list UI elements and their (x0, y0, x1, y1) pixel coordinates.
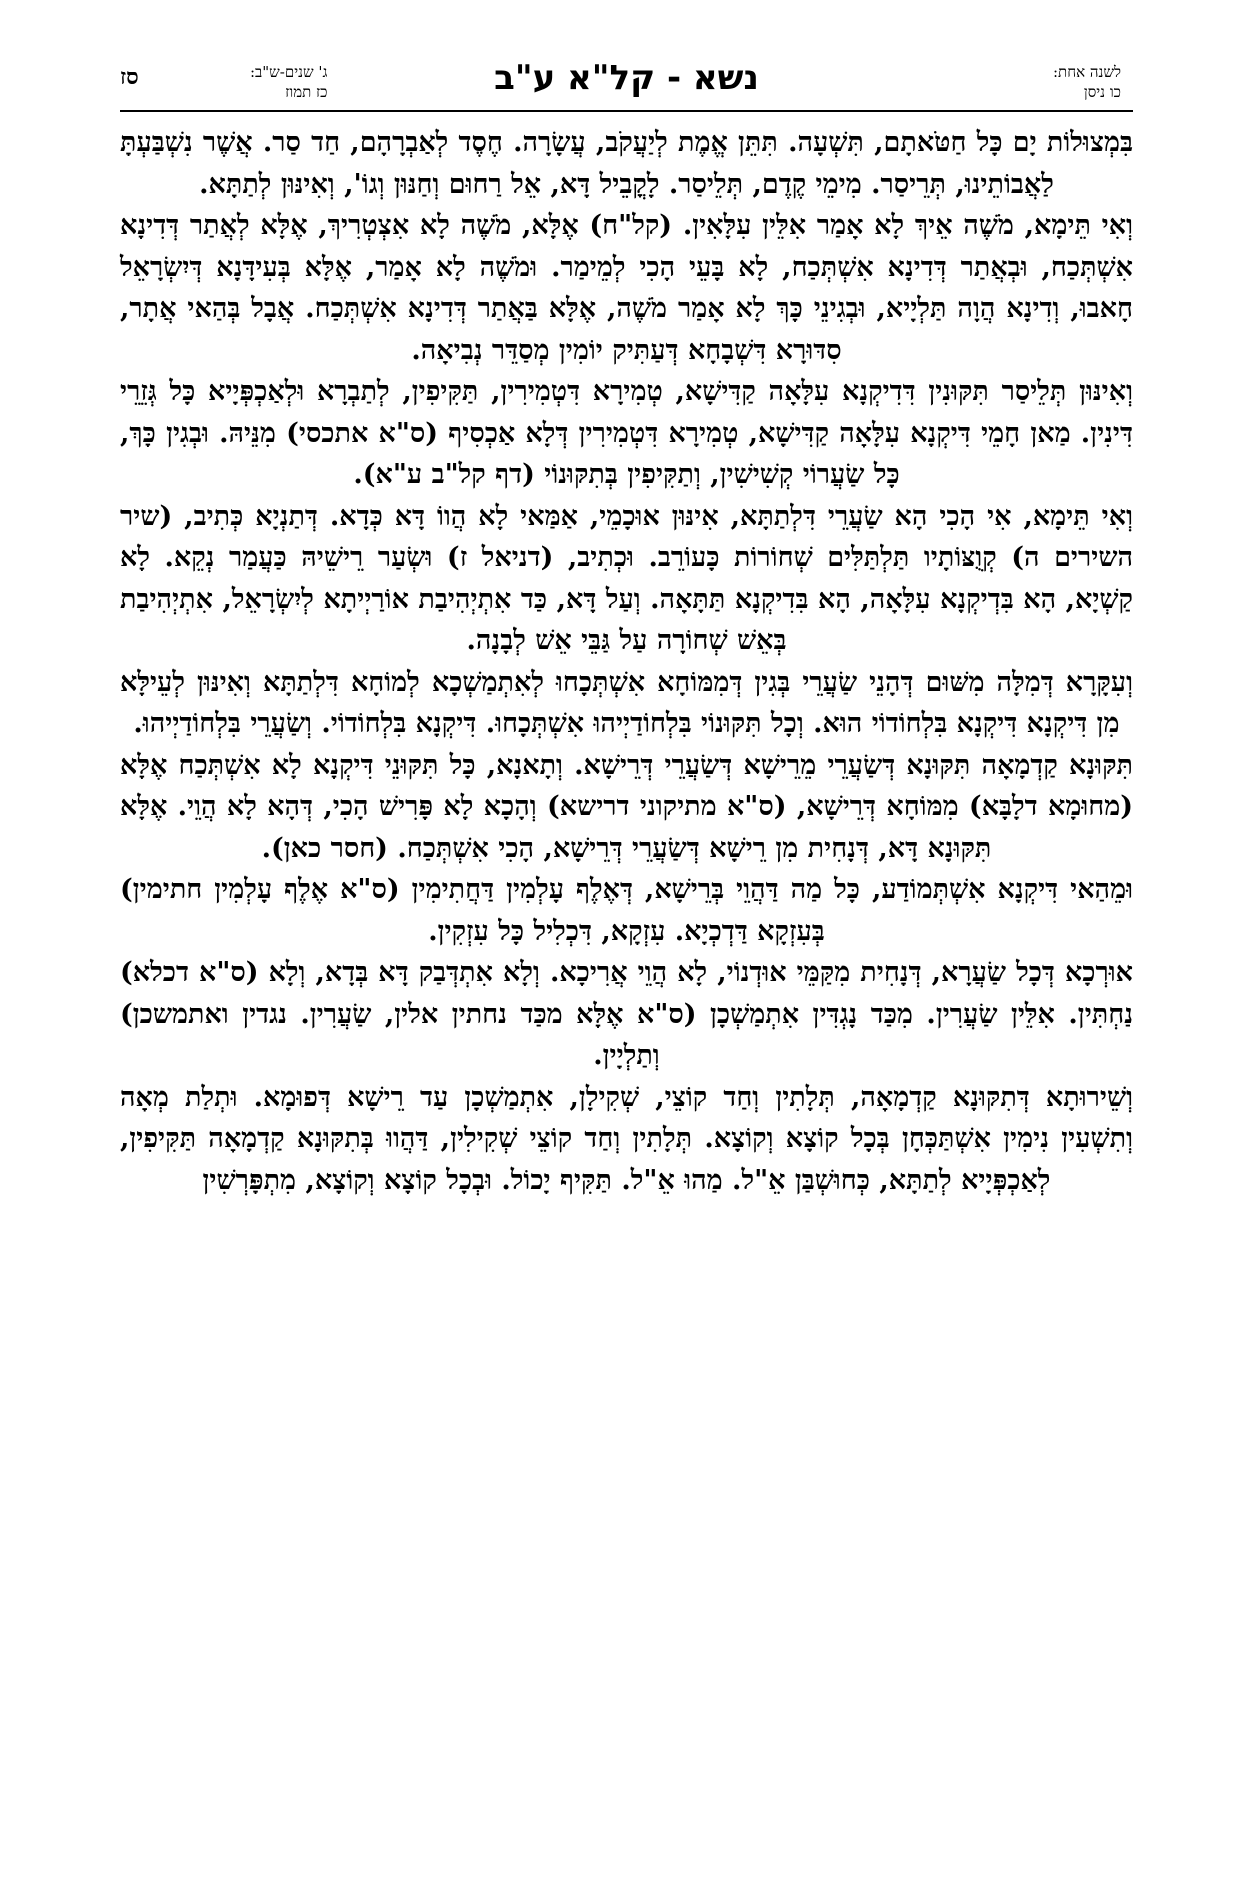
paragraph: תִּקּוּנָא קַדְמָאָה תִּקּוּנָא דְּשַׂעֲרֵי מֵרֵישָׁא דְּשַׂעֲרֵי דְּרֵישָׁא. וְתָאנָא, כָּל תִּקּוּנֵי דִּיקְנָא לָא אִשְׁתְּכַח אֶלָּא (מחוּמָא דלָבָּא) מִמּוֹחָא דְּרֵישָׁא, (ס"א מתיקוני דרישא) וְהָכָא לָא פָּרִישׁ הָכִי, דְּהָא לָא הֲוֵי. אֶלָּא תִּקּוּנָא דָּא, דְּנָחִית מִן רֵישָׁא דְּשַׂעֲרֵי דְּרֵישָׁא, הָכִי אִשְׁתְּכַח. (חסר כאן). (120, 749, 1133, 864)
running-header (120, 58, 1133, 110)
paragraph: וְאִי תֵּימָא, מֹשֶׁה אֵיךְ לָא אָמַר אִלֵּין עִלָּאִין. (קל"ח) אֶלָּא, מֹשֶׁה לָא אִצְטְרִיךְ, אֶלָּא לְאֲתַר דְּדִינָא אִשְׁתְּכַח, וּבְאֲתַר דְּדִינָא אִשְׁתְּכַח, לָא בָּעֵי הָכִי לְמֵימַר. וּמֹשֶׁה לָא אָמַר, אֶלָּא בְּעִידָּנָא דְּיִשְׂרָאֵל חָאבוּ, וְדִינָא הֲוָה תַּלְיָיא, וּבְגִינֵי כָּךְ לָא אָמַר מֹשֶׁה, אֶלָּא בַּאֲתַר דְּדִינָא אִשְׁתְּכַח. אֲבָל בְּהַאי אֲתָר, סִדּוּרָא דִּשְׁבָחָא דְּעַתִּיק יוֹמִין מְסַדֵּר נְבִיאָה. (120, 210, 1133, 366)
page-number: סז (120, 64, 139, 90)
paragraph: וְאִינּוּן תְּלֵיסַר תִּקּוּנִין דִּדִיקְנָא עִלָּאָה קַדִּישָׁא, טְמִירָא דִּטְמִירִין, תַּקִּיפִין, לְתַבְרָא וּלְאַכְפְּיָיא כָּל גְּזֵרֵי דִּינִין. מַאן חָמֵי דִּיקְנָא עִלָּאָה קַדִּישָׁא, טְמִירָא דִּטְמִירִין דְּלָא אַכְסִיף (ס"א אתכסי) מִנֵּיהּ. וּבְגִין כָּךְ, כָּל שַׂעֲרוֹי קְשִׁישִׁין, וְתַקִּיפִין בְּתִקּוּנוֹי (דף קל"ב ע"א). (120, 376, 1133, 490)
header-divider (120, 110, 1133, 112)
page-title: נשא - קל"א ע"ב (494, 58, 759, 98)
paragraph: וְעִקָּרָא דְּמִלָּה מִשּׁוּם דְּהָנֵי שַׂעֲרֵי בְּגִין דְּמִמּוֹחָא אִשְׁתְּכָחוּ לְאִתְמַשְׁכָא לְמוֹחָא דִּלְתַתָּא וְאִינּוּן לְעֵילָּא מִן דִּיקְנָא דִּיקְנָא בִּלְחוֹדוֹי הוּא. וְכָל תִּקּוּנוֹי בִּלְחוֹדַיְיהוּ אִשְׁתְּכָחוּ. דִּיקְנָא בִּלְחוֹדוֹי. וְשַׂעֲרֵי בִּלְחוֹדַיְיהוּ. (120, 666, 1133, 739)
paragraph: וּמֵהַאי דִּיקְנָא אִשְׁתְּמוֹדַע, כָּל מַה דַּהֲוֵי בְּרֵישָׁא, דְּאֶלֶף עָלְמִין דַּחֲתִימִין (ס"א אֶלֶף עָלְמִין חתימין) בְּעִזְקָא דַּדְכְיָא. עִזְקָא, דִּכְלִיל כָּל עִזְקִין. (120, 874, 1133, 947)
paragraph: וְשֵׁירוּתָא דְּתִקּוּנָא קַדְמָאָה, תְּלָתִין וְחַד קוֹצֵי, שְׁקִילָן, אִתְמַשְׁכָן עַד רֵישָׁא דְּפוּמָא. וּתְלַת מְאָה וְתִשְׁעִין נִימִין אִשְׁתַּכְּחָן בְּכָל קוֹצָא וְקוֹצָא. תְּלָתִין וְחַד קוֹצֵי שְׁקִילִין, דַּהֲווּ בְּתִקּוּנָא קַדְמָאָה תַּקִּיפִין, לְאַכְפְּיָיא לְתַתָּא, כְּחוּשְׁבַּן אֵ"ל. מַהוּ אֵ"ל. תַּקִּיף יָכוֹל. וּבְכָל קוֹצָא וְקוֹצָא, מִתְפָּרְשִׁין (120, 1081, 1133, 1196)
header-right-line2: כו ניסן (1083, 83, 1121, 101)
header-left-line1: ג' שנים-ש"ב: (250, 63, 328, 81)
main-text (120, 122, 1133, 1201)
paragraph: אוּרְכָא דְּכָל שַׂעֲרָא, דְּנָחִית מִקַּמֵּי אוּדְנוֹי, לָא הֲוֵי אֲרִיכָא. וְלָא אִתְדְּבַק דָּא בְּדָא, וְלָא (ס"א דכלא) נַחְתִּין. אִלֵּין שַׂעֲרִין. מִכַּד נָגְדִּין אִתְמַשְׁכָן (ס"א אֶלָּא מכַּד נחתין אלין, שַׂעֲרִין. נגדין ואתמשכן) וְתַלְיָין. (120, 957, 1133, 1071)
header-right-line1: לשנה אחת: (1053, 63, 1121, 81)
header-left-block (250, 62, 328, 102)
paragraph: בִּמְצוּלוֹת יָם כָּל חַטֹּאתָם, תִּשְׁעָה. תִּתֵּן אֱמֶת לְיַעֲקֹב, עֲשָׂרָה. חֶסֶד לְאַבְרָהָם, חַד סַר. אֲשֶׁר נִשְׁבַּעְתָּ לַאֲבוֹתֵינוּ, תְּרֵיסַר. מִימֵי קֶדֶם, תְּלֵיסַר. לָקֳבֵיל דָּא, אֵל רַחוּם וְחַנּוּן וְגוֹ', וְאִינּוּן לְתַתָּא. (120, 127, 1133, 200)
header-left-line2: כז תמוז (285, 83, 328, 101)
paragraph: וְאִי תֵּימָא, אִי הָכִי הָא שַׂעֲרֵי דִּלְתַתָּא, אִינּוּן אוּכָמֵי, אַמַּאי לָא הֲווֹ דָּא כְּדָא. דְּתַנְיָא כְּתִיב, (שיר השירים ה) קְוֻצּוֹתָיו תַּלְתַּלִּים שְׁחוֹרוֹת כָּעוֹרֵב. וּכְתִיב, (דניאל ז) וּשְׂעַר רֵישֵׁיהּ כַּעֲמַר נְקֵא. לָא קַשְׁיָא, הָא בִּדְיקְנָא עִלָּאָה, הָא בִּדִיקְנָא תַּתָּאָה. וְעַל דָּא, כַּד אִתְיְהִיבַת אוֹרַיְיתָא לְיִשְׂרָאֵל, אִתְיְהִיבַת בְּאֵשׁ שְׁחוֹרָה עַל גַּבֵּי אֵשׁ לְבָנָה. (120, 500, 1133, 656)
